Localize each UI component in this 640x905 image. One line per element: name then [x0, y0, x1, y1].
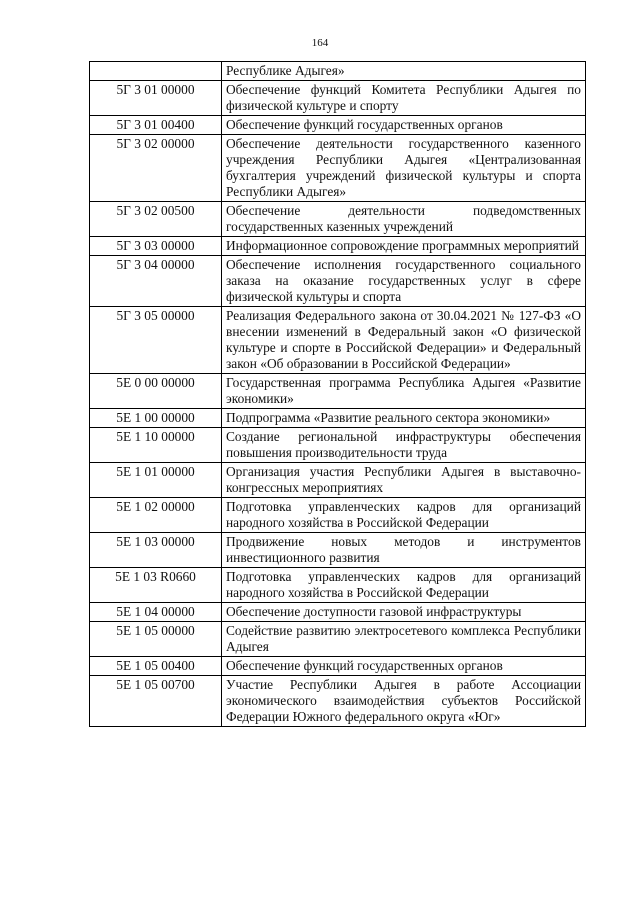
row-code: 5Е 1 05 00400: [90, 657, 222, 676]
row-code: [90, 62, 222, 81]
table-row: [90, 256, 586, 307]
table-row: [90, 202, 586, 237]
row-name: Обеспечение функций Комитета Республики Адыгея по физической культуре и спорту: [222, 81, 586, 116]
row-name: Реализация Федерального закона от 30.04.2021 № 127-ФЗ «О внесении изменений в Федеральный закон «О физической культуре и спорте в Российской Федерации» и Федеральный закон «Об образовании в Российской Федерации»: [222, 307, 586, 374]
table-row: [90, 676, 586, 727]
row-name: Информационное сопровождение программных мероприятий: [222, 237, 586, 256]
row-code: 5Е 1 03 00000: [90, 533, 222, 568]
row-name: Обеспечение функций государственных органов: [222, 116, 586, 135]
row-code: 5Е 0 00 00000: [90, 374, 222, 409]
table-row: [90, 237, 586, 256]
table-row: [90, 498, 586, 533]
table-row: [90, 135, 586, 202]
row-code: 5Е 1 05 00000: [90, 622, 222, 657]
table-row: [90, 428, 586, 463]
row-code: 5Г 3 03 00000: [90, 237, 222, 256]
row-code: 5Г 3 01 00400: [90, 116, 222, 135]
row-name: Подпрограмма «Развитие реального сектора экономики»: [222, 409, 586, 428]
row-name: Обеспечение исполнения государственного социального заказа на оказание государственных услуг в сфере физической культуры и спорта: [222, 256, 586, 307]
row-code: 5Е 1 01 00000: [90, 463, 222, 498]
page-number: 164: [311, 37, 329, 49]
table-row: [90, 81, 586, 116]
budget-classification-table: [89, 61, 586, 727]
row-name: Подготовка управленческих кадров для организаций народного хозяйства в Российской Федерации: [222, 498, 586, 533]
row-code: 5Е 1 00 00000: [90, 409, 222, 428]
table-row: [90, 409, 586, 428]
row-name: Государственная программа Республика Адыгея «Развитие экономики»: [222, 374, 586, 409]
row-name: Организация участия Республики Адыгея в выставочно-конгрессных мероприятиях: [222, 463, 586, 498]
table-row: [90, 533, 586, 568]
row-name: Продвижение новых методов и инструментов инвестиционного развития: [222, 533, 586, 568]
row-code: 5Г 3 01 00000: [90, 81, 222, 116]
row-code: 5Г 3 02 00500: [90, 202, 222, 237]
row-code: 5Е 1 02 00000: [90, 498, 222, 533]
row-name: Создание региональной инфраструктуры обеспечения повышения производительности труда: [222, 428, 586, 463]
row-code: 5Е 1 10 00000: [90, 428, 222, 463]
row-name: Содействие развитию электросетевого комплекса Республики Адыгея: [222, 622, 586, 657]
row-name: Обеспечение деятельности подведомственных государственных казенных учреждений: [222, 202, 586, 237]
row-code: 5Е 1 03 R0660: [90, 568, 222, 603]
row-code: 5Г 3 04 00000: [90, 256, 222, 307]
table-row: [90, 622, 586, 657]
row-name: Обеспечение доступности газовой инфраструктуры: [222, 603, 586, 622]
row-code: 5Г 3 02 00000: [90, 135, 222, 202]
table-row: [90, 657, 586, 676]
table-row: [90, 374, 586, 409]
row-code: 5Г 3 05 00000: [90, 307, 222, 374]
table-row: [90, 603, 586, 622]
row-name: Участие Республики Адыгея в работе Ассоциации экономического взаимодействия субъектов Российской Федерации Южного федерального округа «Юг»: [222, 676, 586, 727]
row-name: Обеспечение деятельности государственного казенного учреждения Республики Адыгея «Централизованная бухгалтерия учреждений физической культуры и спорта Республики Адыгея»: [222, 135, 586, 202]
row-code: 5Е 1 05 00700: [90, 676, 222, 727]
table-row: [90, 568, 586, 603]
row-name: Республике Адыгея»: [222, 62, 586, 81]
row-name: Обеспечение функций государственных органов: [222, 657, 586, 676]
table-row: [90, 62, 586, 81]
table-row: [90, 307, 586, 374]
table-row: [90, 463, 586, 498]
table-row: [90, 116, 586, 135]
row-name: Подготовка управленческих кадров для организаций народного хозяйства в Российской Федерации: [222, 568, 586, 603]
row-code: 5Е 1 04 00000: [90, 603, 222, 622]
